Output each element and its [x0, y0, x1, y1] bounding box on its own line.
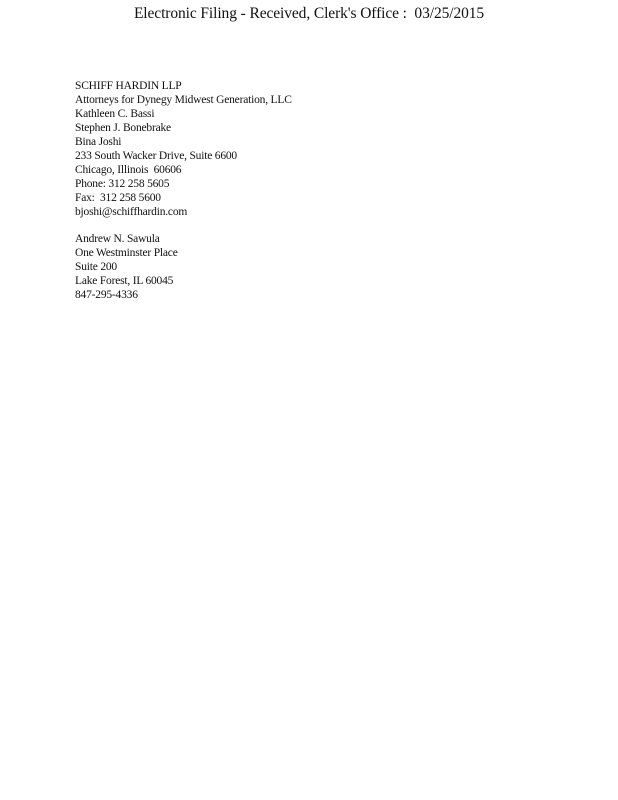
fax-number: Fax: 312 258 5600 — [75, 192, 161, 204]
attorney-name: Kathleen C. Bassi — [75, 108, 155, 120]
attorney-name: Bina Joshi — [75, 136, 122, 148]
contact-name: Andrew N. Sawula — [75, 233, 160, 245]
city-state-zip: Lake Forest, IL 60045 — [75, 275, 174, 287]
email-address: bjoshi@schiffhardin.com — [75, 206, 188, 218]
address-block-schiff-hardin — [75, 79, 292, 219]
city-state-zip: Chicago, Illinois 60606 — [75, 164, 182, 176]
phone-number: Phone: 312 258 5605 — [75, 178, 170, 190]
street-address: One Westminster Place — [75, 247, 178, 259]
phone-number: 847-295-4336 — [75, 289, 138, 301]
firm-name: SCHIFF HARDIN LLP — [75, 80, 182, 92]
attorney-name: Stephen J. Bonebrake — [75, 122, 171, 134]
suite: Suite 200 — [75, 261, 117, 273]
firm-representation: Attorneys for Dynegy Midwest Generation, LLC — [75, 94, 292, 106]
address-block-sawula — [75, 232, 178, 302]
filing-stamp-header: Electronic Filing - Received, Clerk's Office : 03/25/2015 — [133, 5, 485, 22]
street-address: 233 South Wacker Drive, Suite 6600 — [75, 150, 237, 162]
